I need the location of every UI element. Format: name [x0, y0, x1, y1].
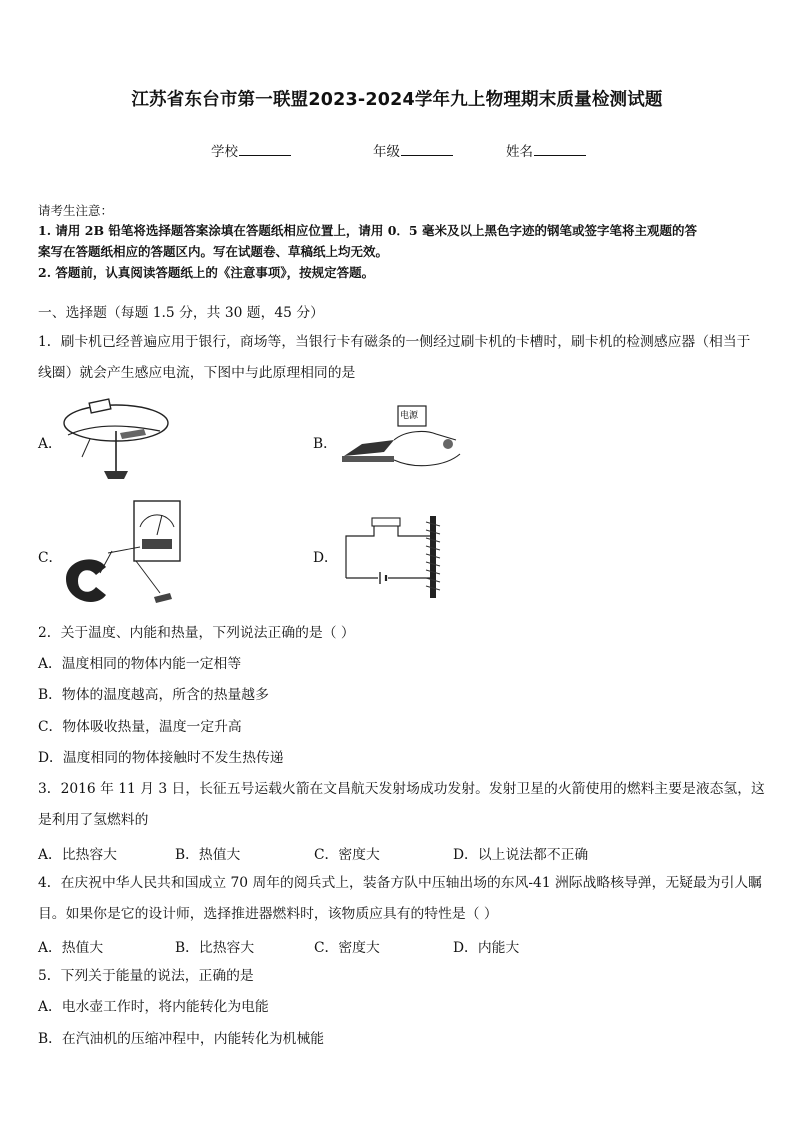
q4-stem-line1: 4．在庆祝中华人民共和国成立 70 周年的阅兵式上，装备方队中压轴出场的东风-41 洲际战略核导弹，无疑最为引人瞩: [38, 875, 762, 891]
q4-option-a[interactable]: A．热值大: [38, 940, 104, 956]
school-blank[interactable]: [239, 141, 291, 156]
q1-figure-c-galvanometer: [60, 497, 184, 609]
q5-option-b[interactable]: B．在汽油机的压缩冲程中，内能转化为机械能: [38, 1031, 325, 1047]
q3-option-a[interactable]: A．比热容大: [38, 847, 117, 863]
q2-option-c[interactable]: C．物体吸收热量，温度一定升高: [38, 719, 242, 735]
q3-stem-line1: 3．2016 年 11 月 3 日，长征五号运载火箭在文昌航天发射场成功发射。发射卫星的火箭使用的燃料主要是液态氢，这: [38, 781, 765, 797]
q5-stem: 5．下列关于能量的说法，正确的是: [38, 968, 254, 984]
q3-options: [38, 843, 758, 863]
q2-option-a[interactable]: A．温度相同的物体内能一定相等: [38, 656, 242, 672]
q1-figure-a-magnet-swing: [60, 395, 172, 485]
q3-option-b[interactable]: B．热值大: [175, 847, 241, 863]
q4-options: [38, 936, 758, 956]
q3-stem-line2: 是利用了氢燃料的: [38, 812, 149, 828]
q2-stem: 2．关于温度、内能和热量，下列说法正确的是（ ）: [38, 625, 355, 641]
school-field: [211, 140, 291, 160]
q4-option-b[interactable]: B．比热容大: [175, 940, 255, 956]
q4-stem-line2: 目。如果你是它的设计师，选择推进器燃料时，该物质应具有的特性是（ ）: [38, 906, 498, 922]
q1-option-c-label[interactable]: C．: [38, 550, 63, 566]
section-heading: 一、选择题（每题 1.5 分，共 30 题，45 分）: [38, 305, 324, 321]
q1-figure-b-circuit: [336, 400, 468, 474]
grade-label: 年级: [373, 144, 400, 160]
q5-option-a[interactable]: A．电水壶工作时，将内能转化为电能: [38, 999, 269, 1015]
q4-option-d[interactable]: D．内能大: [453, 940, 520, 956]
notice-heading: 请考生注意：: [38, 203, 114, 218]
q3-option-d[interactable]: D．以上说法都不正确: [453, 847, 589, 863]
q1-option-d-label[interactable]: D．: [313, 550, 338, 566]
q1-stem-line2: 线圈）就会产生感应电流，下图中与此原理相同的是: [38, 365, 356, 381]
q1-stem-line1: 1．刷卡机已经普遍应用于银行，商场等，当银行卡有磁条的一侧经过刷卡机的卡槽时，刷卡机的检测感应器（相当于: [38, 334, 751, 350]
school-label: 学校: [211, 144, 238, 160]
notice-item1-line1: 1. 请用 2B 铅笔将选择题答案涂填在答题纸相应位置上，请用 0．5 毫米及以上黑色字迹的钢笔或签字笔将主观题的答: [38, 223, 697, 238]
page-title: 江苏省东台市第一联盟2023-2024学年九上物理期末质量检测试题: [131, 90, 663, 110]
q1-option-b-label[interactable]: B．: [313, 436, 337, 452]
grade-field: [373, 140, 453, 160]
q1-figure-d-electromagnet: [338, 508, 450, 602]
notice-item2: 2. 答题前，认真阅读答题纸上的《注意事项》，按规定答题。: [38, 265, 375, 280]
q1-figure-b-power-label: 电源: [400, 411, 419, 421]
name-field: [506, 140, 586, 160]
q2-option-d[interactable]: D．温度相同的物体接触时不发生热传递: [38, 750, 284, 766]
q4-option-c[interactable]: C．密度大: [314, 940, 380, 956]
q2-option-b[interactable]: B．物体的温度越高，所含的热量越多: [38, 687, 269, 703]
notice-item1-line2: 案写在答题纸相应的答题区内。写在试题卷、草稿纸上均无效。: [38, 244, 389, 259]
name-blank[interactable]: [534, 141, 586, 156]
name-label: 姓名: [506, 144, 533, 160]
q3-option-c[interactable]: C．密度大: [314, 847, 380, 863]
q1-option-a-label[interactable]: A．: [38, 436, 62, 452]
grade-blank[interactable]: [401, 141, 453, 156]
